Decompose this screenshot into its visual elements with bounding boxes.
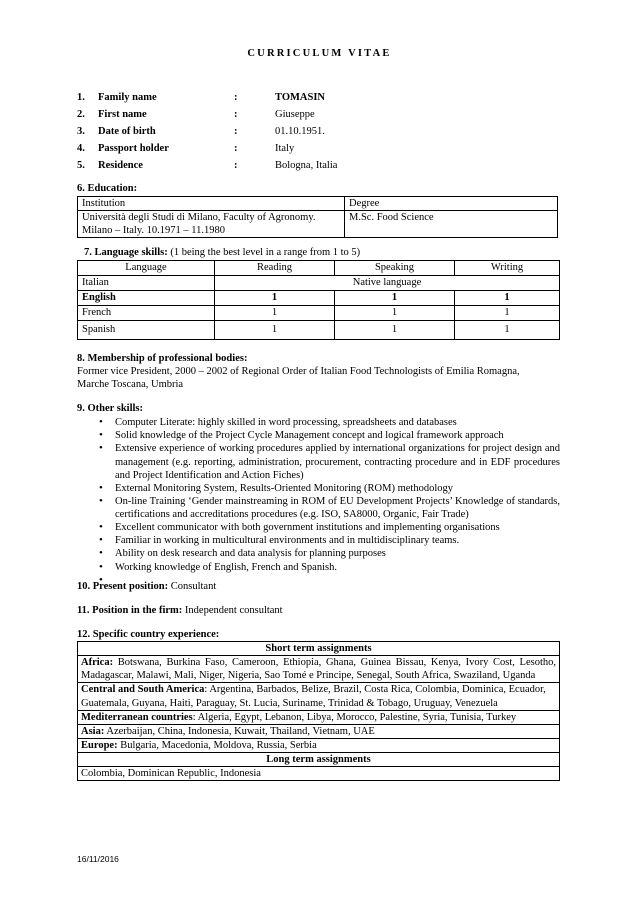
language-name: Spanish: [78, 321, 215, 340]
region-label: Central and South America: [81, 684, 205, 696]
table-row: [78, 291, 560, 306]
reading-col-header: Reading: [215, 261, 335, 276]
skills-section: [77, 402, 560, 587]
institution-dates: Milano – Italy. 10.1971 – 11.1980: [82, 225, 226, 237]
personal-info: [77, 91, 517, 176]
speaking-level: 1: [335, 291, 455, 306]
personal-info-row: [77, 125, 517, 142]
list-item: • Extensive experience of working procedures applied by international organizations for project design and management (e.g. reporting, administration, procurement, contracting procedure and in EDF procedures and Project Identification and Action Fiches): [101, 442, 560, 481]
education-table: [77, 196, 558, 238]
short-term-header: Short term assignments: [78, 642, 560, 656]
field-colon: :: [234, 126, 238, 137]
language-name: English: [78, 291, 215, 306]
field-label: Family name: [98, 92, 157, 103]
reading-level: 1: [215, 321, 335, 340]
item-number: 4.: [77, 143, 85, 154]
field-label: Date of birth: [98, 126, 156, 137]
institution-header: Institution: [78, 197, 345, 211]
writing-level: 1: [455, 321, 560, 340]
language-table: [77, 260, 560, 340]
education-heading: 6. Education:: [77, 183, 138, 194]
table-row: [78, 738, 560, 752]
language-name: French: [78, 306, 215, 321]
firm-position-heading: 11. Position in the firm:: [77, 605, 183, 616]
present-position-value: Consultant: [170, 581, 217, 592]
long-term-countries: Colombia, Dominican Republic, Indonesia: [78, 767, 560, 781]
long-term-header: Long term assignments: [78, 753, 560, 767]
list-item: • Excellent communicator with both government institutions and implementing organisations: [101, 521, 560, 534]
personal-info-row: [77, 108, 517, 125]
skills-list: [77, 416, 560, 587]
region-countries: Bulgaria, Macedonia, Moldova, Russia, Serbia: [120, 739, 317, 751]
reading-level: 1: [215, 306, 335, 321]
field-colon: :: [234, 92, 238, 103]
mediterranean-cell: [78, 710, 560, 724]
language-col-header: Language: [78, 261, 215, 276]
field-label: First name: [98, 109, 147, 120]
table-header-row: [78, 753, 560, 767]
field-label: Residence: [98, 160, 143, 171]
field-colon: :: [234, 160, 238, 171]
item-number: 1.: [77, 92, 85, 103]
list-item: • On-line Training ‘Gender mainstreaming in ROM of EU Development Projects’ Knowledge of standards, certifications and accreditations procedures (e.g. ISO, SA8000, Organic, Fair Trade): [101, 495, 560, 521]
africa-cell: [78, 656, 560, 683]
asia-cell: [78, 724, 560, 738]
firm-position-value: Independent consultant: [184, 605, 283, 616]
region-label: Asia:: [81, 725, 105, 737]
table-row: [78, 321, 560, 340]
personal-info-row: [77, 159, 517, 176]
list-item: • Ability on desk research and data analysis for planning purposes: [101, 547, 560, 560]
region-countries: : Algeria, Egypt, Lebanon, Libya, Morocco, Palestine, Syria, Tunisia, Turkey: [192, 711, 517, 723]
europe-cell: [78, 738, 560, 752]
country-experience-table: [77, 641, 560, 781]
speaking-level: 1: [335, 306, 455, 321]
america-cell: [78, 683, 560, 710]
table-row: [78, 683, 560, 710]
region-label: Africa:: [81, 657, 114, 669]
region-label: Mediterranean countries: [81, 711, 193, 723]
region-countries: : Argentina, Barbados, Belize, Brazil, Costa Rica, Colombia, Dominica, Ecuador, Guatemala, Guyana, Haiti, Paraguay, St. Lucia, Suriname, Trinidad & Tobago, Uruguay, Venezuela: [81, 684, 546, 709]
family-name-value: TOMASIN: [275, 92, 325, 103]
institution-cell: [78, 211, 345, 238]
language-name: Italian: [78, 276, 215, 291]
reading-level: 1: [215, 291, 335, 306]
present-position: [77, 580, 557, 593]
region-countries: Azerbaijan, China, Indonesia, Kuwait, Thailand, Vietnam, UAE: [106, 725, 375, 737]
item-number: 5.: [77, 160, 85, 171]
date-of-birth-value: 01.10.1951.: [275, 126, 325, 137]
field-colon: :: [234, 143, 238, 154]
table-row: [78, 306, 560, 321]
membership-heading: 8. Membership of professional bodies:: [77, 353, 248, 364]
personal-info-row: [77, 91, 517, 108]
item-number: 2.: [77, 109, 85, 120]
writing-level: 1: [455, 291, 560, 306]
passport-value: Italy: [275, 143, 295, 154]
table-row: [78, 724, 560, 738]
table-header-row: [78, 197, 558, 211]
membership-section: [77, 352, 547, 391]
list-item: • Computer Literate: highly skilled in word processing, spreadsheets and databases: [101, 416, 560, 429]
list-item: • Familiar in working in multicultural environments and in multidisciplinary teams.: [101, 534, 560, 547]
speaking-col-header: Speaking: [335, 261, 455, 276]
list-item: • Working knowledge of English, French and Spanish.: [101, 561, 560, 574]
degree-header: Degree: [345, 197, 558, 211]
table-header-row: [78, 642, 560, 656]
language-heading: 7. Language skills: (1 being the best level in a range from 1 to 5): [84, 247, 361, 258]
footer-date: 16/11/2016: [77, 854, 119, 864]
language-scale-note: (1 being the best level in a range from 1 to 5): [170, 247, 361, 258]
list-item: • Solid knowledge of the Project Cycle Management concept and logical framework approach: [101, 429, 560, 442]
writing-col-header: Writing: [455, 261, 560, 276]
table-row: [78, 710, 560, 724]
skills-heading: 9. Other skills:: [77, 403, 144, 414]
document-title: CURRICULUM VITAE: [247, 48, 392, 59]
institution-line: Università degli Studi di Milano, Faculty of Agronomy.: [82, 212, 316, 224]
personal-info-row: [77, 142, 517, 159]
speaking-level: 1: [335, 321, 455, 340]
field-label: Passport holder: [98, 143, 169, 154]
item-number: 3.: [77, 126, 85, 137]
table-row: [78, 656, 560, 683]
membership-text: Former vice President, 2000 – 2002 of Regional Order of Italian Food Technologists of Emilia Romagna, Marche Toscana, Umbria: [77, 366, 520, 391]
region-countries: Botswana, Burkina Faso, Cameroon, Ethiopia, Ghana, Guinea Bissau, Kenya, Ivory Cost, Lesotho, Madagascar, Malawi, Mali, Niger, Nigeria, Sao Tomé e Principe, Senegal, South Africa, Swaziland, Uganda: [81, 657, 556, 682]
table-header-row: [78, 261, 560, 276]
present-position-heading: 10. Present position:: [77, 581, 169, 592]
degree-cell: M.Sc. Food Science: [345, 211, 558, 238]
firm-position: [77, 604, 557, 617]
writing-level: 1: [455, 306, 560, 321]
residence-value: Bologna, Italia: [275, 160, 338, 171]
region-label: Europe:: [81, 739, 118, 751]
native-language-cell: Native language: [215, 276, 560, 291]
field-colon: :: [234, 109, 238, 120]
list-item: • External Monitoring System, Results-Oriented Monitoring (ROM) methodology: [101, 482, 560, 495]
table-row: [78, 767, 560, 781]
country-heading: 12. Specific country experience:: [77, 629, 220, 640]
table-row: [78, 276, 560, 291]
table-row: [78, 211, 558, 238]
first-name-value: Giuseppe: [275, 109, 315, 120]
